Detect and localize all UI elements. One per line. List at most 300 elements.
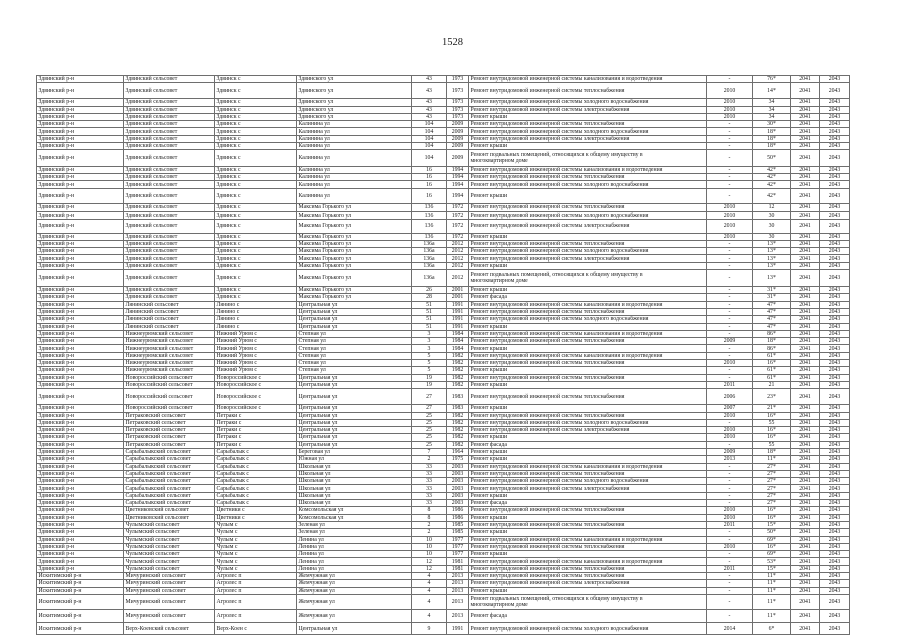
period-start-cell: 2041 — [791, 76, 820, 83]
period-end-cell: 2043 — [820, 181, 850, 188]
settlement-cell: Здвинск с — [215, 135, 297, 142]
district-cell: Здвинский р-н — [37, 248, 124, 255]
street-cell: Центральная ул — [297, 389, 412, 405]
value-cell: 61* — [753, 374, 791, 381]
settlement-cell: Здвинск с — [215, 128, 297, 135]
period-end-cell: 2043 — [820, 500, 850, 507]
period-start-cell: 2041 — [791, 419, 820, 426]
work-type-text: Ремонт внутридомовой инженерной системы теплоснабжения — [470, 543, 625, 550]
house-number-cell: 27 — [412, 389, 447, 405]
council-cell: Лянинский сельсовет — [124, 323, 215, 330]
work-type-cell — [469, 330, 707, 337]
street-cell: Школьная ул — [297, 470, 412, 477]
settlement-cell: Петраки с — [215, 434, 297, 441]
work-type-cell — [469, 492, 707, 499]
work-type-text: Ремонт внутридомовой инженерной системы электроснабжения — [470, 427, 630, 434]
last-repair-year-cell: - — [707, 308, 753, 315]
last-repair-year-cell: 2010 — [707, 233, 753, 240]
value-cell: 42* — [753, 188, 791, 203]
period-end-cell: 2043 — [820, 294, 850, 301]
last-repair-year-cell: - — [707, 529, 753, 536]
period-start-cell: 2041 — [791, 381, 820, 388]
settlement-cell: Нижний Урюм с — [215, 330, 297, 337]
value-cell: 31* — [753, 294, 791, 301]
period-end-cell: 2043 — [820, 470, 850, 477]
period-end-cell: 2043 — [820, 76, 850, 83]
house-number-cell: 104 — [412, 150, 447, 167]
district-cell: Здвинский р-н — [37, 521, 124, 528]
settlement-cell: Чулым с — [215, 521, 297, 528]
settlement-cell: Здвинск с — [215, 174, 297, 181]
last-repair-year-cell: - — [707, 174, 753, 181]
last-repair-year-cell: - — [707, 352, 753, 359]
settlement-cell: Здвинск с — [215, 121, 297, 128]
table-row — [37, 580, 850, 587]
council-cell: Здвинский сельсовет — [124, 181, 215, 188]
table-row — [37, 367, 850, 374]
last-repair-year-cell: 2010 — [707, 203, 753, 211]
council-cell: Здвинский сельсовет — [124, 121, 215, 128]
street-cell: Степная ул — [297, 345, 412, 352]
year-built-cell: 1991 — [447, 308, 469, 315]
period-end-cell: 2043 — [820, 536, 850, 543]
council-cell: Нижнеурюмский сельсовет — [124, 345, 215, 352]
district-cell: Искитимский р-н — [37, 610, 124, 623]
district-cell: Здвинский р-н — [37, 135, 124, 142]
value-cell: 18* — [753, 128, 791, 135]
period-end-cell: 2043 — [820, 405, 850, 412]
district-cell: Здвинский р-н — [37, 262, 124, 269]
work-type-text: Ремонт крыши — [470, 456, 508, 463]
work-type-cell — [469, 565, 707, 572]
settlement-cell: Сарыбалык с — [215, 448, 297, 455]
work-type-cell — [469, 381, 707, 388]
house-number-cell: 136а — [412, 270, 447, 287]
year-built-cell: 1981 — [447, 558, 469, 565]
table-row — [37, 610, 850, 623]
value-cell: 31* — [753, 287, 791, 294]
work-type-text: Ремонт внутридомовой инженерной системы теплоснабжения — [470, 412, 625, 419]
work-type-text: Ремонт крыши — [470, 449, 508, 456]
year-built-cell: 1972 — [447, 233, 469, 240]
settlement-cell: Лянино с — [215, 316, 297, 323]
period-start-cell: 2041 — [791, 330, 820, 337]
house-number-cell: 10 — [412, 543, 447, 550]
last-repair-year-cell: - — [707, 166, 753, 173]
work-type-text: Ремонт внутридомовой инженерной системы холодного водоснабжения — [470, 248, 649, 255]
period-start-cell: 2041 — [791, 188, 820, 203]
work-type-text: Ремонт внутридомовой инженерной системы теплоснабжения — [470, 87, 625, 94]
table-row — [37, 128, 850, 135]
table-row — [37, 262, 850, 269]
work-type-text: Ремонт подвальных помещений, относящихся к общему имуществу в многоквартирном доме — [470, 152, 643, 165]
council-cell: Здвинский сельсовет — [124, 203, 215, 211]
last-repair-year-cell: - — [707, 294, 753, 301]
work-type-text: Ремонт внутридомовой инженерной системы электроснабжения — [470, 106, 630, 113]
house-number-cell: 12 — [412, 558, 447, 565]
value-cell: 11* — [753, 573, 791, 580]
settlement-cell: Агролес п — [215, 587, 297, 594]
period-start-cell: 2041 — [791, 220, 820, 234]
settlement-cell: Новороссийское с — [215, 374, 297, 381]
table-row — [37, 181, 850, 188]
house-number-cell: 25 — [412, 434, 447, 441]
period-end-cell: 2043 — [820, 106, 850, 113]
last-repair-year-cell: - — [707, 345, 753, 352]
last-repair-year-cell: - — [707, 610, 753, 623]
period-start-cell: 2041 — [791, 448, 820, 455]
work-type-cell — [469, 166, 707, 173]
settlement-cell: Здвинск с — [215, 240, 297, 247]
year-built-cell: 1982 — [447, 434, 469, 441]
period-start-cell: 2041 — [791, 536, 820, 543]
period-end-cell: 2043 — [820, 220, 850, 234]
house-number-cell: 5 — [412, 367, 447, 374]
house-number-cell: 33 — [412, 463, 447, 470]
table-row — [37, 76, 850, 83]
settlement-cell: Агролес п — [215, 610, 297, 623]
council-cell: Здвинский сельсовет — [124, 262, 215, 269]
work-type-cell — [469, 135, 707, 142]
settlement-cell: Петраки с — [215, 441, 297, 448]
period-start-cell: 2041 — [791, 573, 820, 580]
table-row — [37, 203, 850, 211]
work-type-cell — [469, 270, 707, 287]
period-start-cell: 2041 — [791, 83, 820, 99]
table-row — [37, 316, 850, 323]
settlement-cell: Здвинск с — [215, 83, 297, 99]
period-end-cell: 2043 — [820, 448, 850, 455]
table-row — [37, 456, 850, 463]
year-built-cell: 2013 — [447, 580, 469, 587]
table-row — [37, 248, 850, 255]
house-number-cell: 5 — [412, 360, 447, 367]
settlement-cell: Чулым с — [215, 551, 297, 558]
district-cell: Здвинский р-н — [37, 181, 124, 188]
street-cell: Центральная ул — [297, 323, 412, 330]
period-start-cell: 2041 — [791, 610, 820, 623]
last-repair-year-cell: 2007 — [707, 405, 753, 412]
table-row — [37, 448, 850, 455]
street-cell: Ленина ул — [297, 543, 412, 550]
period-end-cell: 2043 — [820, 338, 850, 345]
council-cell: Лянинский сельсовет — [124, 308, 215, 315]
settlement-cell: Сарыбалык с — [215, 478, 297, 485]
work-type-text: Ремонт внутридомовой инженерной системы теплоснабжения — [470, 522, 625, 529]
year-built-cell: 1984 — [447, 338, 469, 345]
council-cell: Сарыбалыкский сельсовет — [124, 478, 215, 485]
table-row — [37, 352, 850, 359]
district-cell: Здвинский р-н — [37, 448, 124, 455]
house-number-cell: 43 — [412, 99, 447, 106]
period-start-cell: 2041 — [791, 128, 820, 135]
period-end-cell: 2043 — [820, 203, 850, 211]
year-built-cell: 1994 — [447, 181, 469, 188]
work-type-cell — [469, 412, 707, 419]
table-row — [37, 308, 850, 315]
house-number-cell: 104 — [412, 121, 447, 128]
district-cell: Здвинский р-н — [37, 558, 124, 565]
council-cell: Чулымский сельсовет — [124, 521, 215, 528]
last-repair-year-cell: 2013 — [707, 456, 753, 463]
last-repair-year-cell: - — [707, 367, 753, 374]
year-built-cell: 2012 — [447, 248, 469, 255]
table-row — [37, 174, 850, 181]
table-row — [37, 135, 850, 142]
table-row — [37, 434, 850, 441]
period-start-cell: 2041 — [791, 113, 820, 120]
work-type-text: Ремонт внутридомовой инженерной системы холодного водоснабжения — [470, 99, 649, 106]
table-row — [37, 478, 850, 485]
house-number-cell: 2 — [412, 456, 447, 463]
last-repair-year-cell: 2006 — [707, 389, 753, 405]
year-built-cell: 1973 — [447, 83, 469, 99]
council-cell: Сарыбалыкский сельсовет — [124, 463, 215, 470]
council-cell: Петраковский сельсовет — [124, 412, 215, 419]
period-end-cell: 2043 — [820, 374, 850, 381]
period-start-cell: 2041 — [791, 212, 820, 220]
period-start-cell: 2041 — [791, 255, 820, 262]
work-type-cell — [469, 352, 707, 359]
value-cell: 27* — [753, 500, 791, 507]
year-built-cell: 1975 — [447, 456, 469, 463]
work-type-cell — [469, 587, 707, 594]
work-type-cell — [469, 485, 707, 492]
repair-schedule-table — [36, 75, 850, 635]
year-built-cell: 2012 — [447, 240, 469, 247]
district-cell: Здвинский р-н — [37, 330, 124, 337]
street-cell: Степная ул — [297, 367, 412, 374]
district-cell: Здвинский р-н — [37, 405, 124, 412]
last-repair-year-cell: 2014 — [707, 622, 753, 635]
house-number-cell: 33 — [412, 492, 447, 499]
year-built-cell: 2009 — [447, 128, 469, 135]
settlement-cell: Верх-Коен с — [215, 622, 297, 635]
district-cell: Здвинский р-н — [37, 240, 124, 247]
year-built-cell: 1977 — [447, 536, 469, 543]
street-cell: Центральная ул — [297, 419, 412, 426]
district-cell: Здвинский р-н — [37, 301, 124, 308]
work-type-text: Ремонт фасада — [470, 500, 507, 507]
council-cell: Здвинский сельсовет — [124, 143, 215, 150]
street-cell: Калинина ул — [297, 166, 412, 173]
house-number-cell: 27 — [412, 405, 447, 412]
work-type-text: Ремонт внутридомовой инженерной системы теплоснабжения — [470, 174, 625, 181]
year-built-cell: 1977 — [447, 551, 469, 558]
house-number-cell: 3 — [412, 338, 447, 345]
period-start-cell: 2041 — [791, 565, 820, 572]
council-cell: Здвинский сельсовет — [124, 150, 215, 167]
table-row — [37, 463, 850, 470]
period-end-cell: 2043 — [820, 174, 850, 181]
council-cell: Здвинский сельсовет — [124, 113, 215, 120]
work-type-text: Ремонт внутридомовой инженерной системы холодного водоснабжения — [470, 419, 649, 426]
value-cell: 27* — [753, 485, 791, 492]
year-built-cell: 1964 — [447, 448, 469, 455]
last-repair-year-cell: - — [707, 135, 753, 142]
last-repair-year-cell: 2010 — [707, 360, 753, 367]
table-row — [37, 529, 850, 536]
council-cell: Чулымский сельсовет — [124, 529, 215, 536]
value-cell: 61* — [753, 352, 791, 359]
settlement-cell: Здвинск с — [215, 150, 297, 167]
period-start-cell: 2041 — [791, 338, 820, 345]
table-row — [37, 113, 850, 120]
district-cell: Здвинский р-н — [37, 203, 124, 211]
year-built-cell: 1984 — [447, 345, 469, 352]
value-cell: 16* — [753, 427, 791, 434]
district-cell: Здвинский р-н — [37, 492, 124, 499]
council-cell: Петраковский сельсовет — [124, 419, 215, 426]
work-type-cell — [469, 287, 707, 294]
council-cell: Здвинский сельсовет — [124, 294, 215, 301]
period-end-cell: 2043 — [820, 262, 850, 269]
table-row — [37, 521, 850, 528]
period-end-cell: 2043 — [820, 622, 850, 635]
settlement-cell: Здвинск с — [215, 294, 297, 301]
work-type-cell — [469, 374, 707, 381]
street-cell: Береговая ул — [297, 448, 412, 455]
council-cell: Здвинский сельсовет — [124, 83, 215, 99]
period-start-cell: 2041 — [791, 470, 820, 477]
settlement-cell: Петраки с — [215, 419, 297, 426]
table-row — [37, 558, 850, 565]
street-cell: Школьная ул — [297, 492, 412, 499]
council-cell: Сарыбалыкский сельсовет — [124, 448, 215, 455]
table-row — [37, 338, 850, 345]
council-cell: Верх-Коенский сельсовет — [124, 622, 215, 635]
value-cell: 34 — [753, 106, 791, 113]
period-end-cell: 2043 — [820, 143, 850, 150]
house-number-cell: 51 — [412, 301, 447, 308]
work-type-text: Ремонт внутридомовой инженерной системы теплоснабжения — [470, 565, 625, 572]
council-cell: Петраковский сельсовет — [124, 441, 215, 448]
council-cell: Цветниковский сельсовет — [124, 507, 215, 514]
period-end-cell: 2043 — [820, 233, 850, 240]
work-type-cell — [469, 143, 707, 150]
table-row — [37, 240, 850, 247]
work-type-cell — [469, 514, 707, 521]
last-repair-year-cell: 2010 — [707, 427, 753, 434]
house-number-cell: 51 — [412, 316, 447, 323]
street-cell: Комсомольская ул — [297, 507, 412, 514]
value-cell: 30 — [753, 212, 791, 220]
last-repair-year-cell: 2011 — [707, 565, 753, 572]
period-end-cell: 2043 — [820, 287, 850, 294]
period-end-cell: 2043 — [820, 507, 850, 514]
council-cell: Мичуринский сельсовет — [124, 580, 215, 587]
table-row — [37, 99, 850, 106]
last-repair-year-cell: - — [707, 255, 753, 262]
period-end-cell: 2043 — [820, 166, 850, 173]
value-cell: 16* — [753, 412, 791, 419]
district-cell: Здвинский р-н — [37, 287, 124, 294]
last-repair-year-cell: - — [707, 270, 753, 287]
district-cell: Здвинский р-н — [37, 456, 124, 463]
work-type-text: Ремонт внутридомовой инженерной системы канализования и водоотведения — [470, 301, 663, 308]
council-cell: Чулымский сельсовет — [124, 543, 215, 550]
year-built-cell: 1986 — [447, 514, 469, 521]
year-built-cell: 1972 — [447, 203, 469, 211]
district-cell: Здвинский р-н — [37, 308, 124, 315]
district-cell: Здвинский р-н — [37, 113, 124, 120]
period-end-cell: 2043 — [820, 150, 850, 167]
value-cell: 27* — [753, 478, 791, 485]
work-type-cell — [469, 294, 707, 301]
year-built-cell: 2013 — [447, 594, 469, 610]
street-cell: Школьная ул — [297, 463, 412, 470]
work-type-text: Ремонт крыши — [470, 287, 508, 294]
last-repair-year-cell: - — [707, 485, 753, 492]
work-type-cell — [469, 174, 707, 181]
council-cell: Здвинский сельсовет — [124, 233, 215, 240]
period-start-cell: 2041 — [791, 301, 820, 308]
year-built-cell: 2012 — [447, 255, 469, 262]
street-cell: Калинина ул — [297, 143, 412, 150]
street-cell: Центральная ул — [297, 405, 412, 412]
period-start-cell: 2041 — [791, 143, 820, 150]
table-row — [37, 270, 850, 287]
work-type-text: Ремонт внутридомовой инженерной системы электроснабжения — [470, 135, 630, 142]
work-type-cell — [469, 573, 707, 580]
period-start-cell: 2041 — [791, 181, 820, 188]
house-number-cell: 10 — [412, 536, 447, 543]
council-cell: Мичуринский сельсовет — [124, 573, 215, 580]
settlement-cell: Новороссийское с — [215, 405, 297, 412]
house-number-cell: 25 — [412, 441, 447, 448]
period-end-cell: 2043 — [820, 248, 850, 255]
street-cell: Здвинского ул — [297, 113, 412, 120]
council-cell: Нижнеурюмский сельсовет — [124, 330, 215, 337]
table-row — [37, 441, 850, 448]
council-cell: Нижнеурюмский сельсовет — [124, 367, 215, 374]
work-type-cell — [469, 529, 707, 536]
house-number-cell: 51 — [412, 308, 447, 315]
table-row — [37, 514, 850, 521]
period-start-cell: 2041 — [791, 514, 820, 521]
street-cell: Зеленая ул — [297, 521, 412, 528]
house-number-cell: 8 — [412, 507, 447, 514]
value-cell: 18* — [753, 448, 791, 455]
last-repair-year-cell: - — [707, 500, 753, 507]
last-repair-year-cell: - — [707, 301, 753, 308]
council-cell: Нижнеурюмский сельсовет — [124, 360, 215, 367]
street-cell: Максима Горького ул — [297, 262, 412, 269]
district-cell: Здвинский р-н — [37, 514, 124, 521]
council-cell: Нижнеурюмский сельсовет — [124, 338, 215, 345]
work-type-text: Ремонт внутридомовой инженерной системы теплоснабжения — [470, 507, 625, 514]
work-type-cell — [469, 316, 707, 323]
last-repair-year-cell: - — [707, 188, 753, 203]
district-cell: Здвинский р-н — [37, 150, 124, 167]
work-type-cell — [469, 622, 707, 635]
last-repair-year-cell: - — [707, 536, 753, 543]
settlement-cell: Петраки с — [215, 427, 297, 434]
period-start-cell: 2041 — [791, 270, 820, 287]
settlement-cell: Сарыбалык с — [215, 500, 297, 507]
table-row — [37, 255, 850, 262]
work-type-cell — [469, 367, 707, 374]
house-number-cell: 43 — [412, 106, 447, 113]
work-type-cell — [469, 594, 707, 610]
street-cell: Максима Горького ул — [297, 287, 412, 294]
table-row — [37, 427, 850, 434]
work-type-cell — [469, 456, 707, 463]
last-repair-year-cell: - — [707, 150, 753, 167]
value-cell: 11* — [753, 610, 791, 623]
house-number-cell: 28 — [412, 294, 447, 301]
district-cell: Здвинский р-н — [37, 565, 124, 572]
